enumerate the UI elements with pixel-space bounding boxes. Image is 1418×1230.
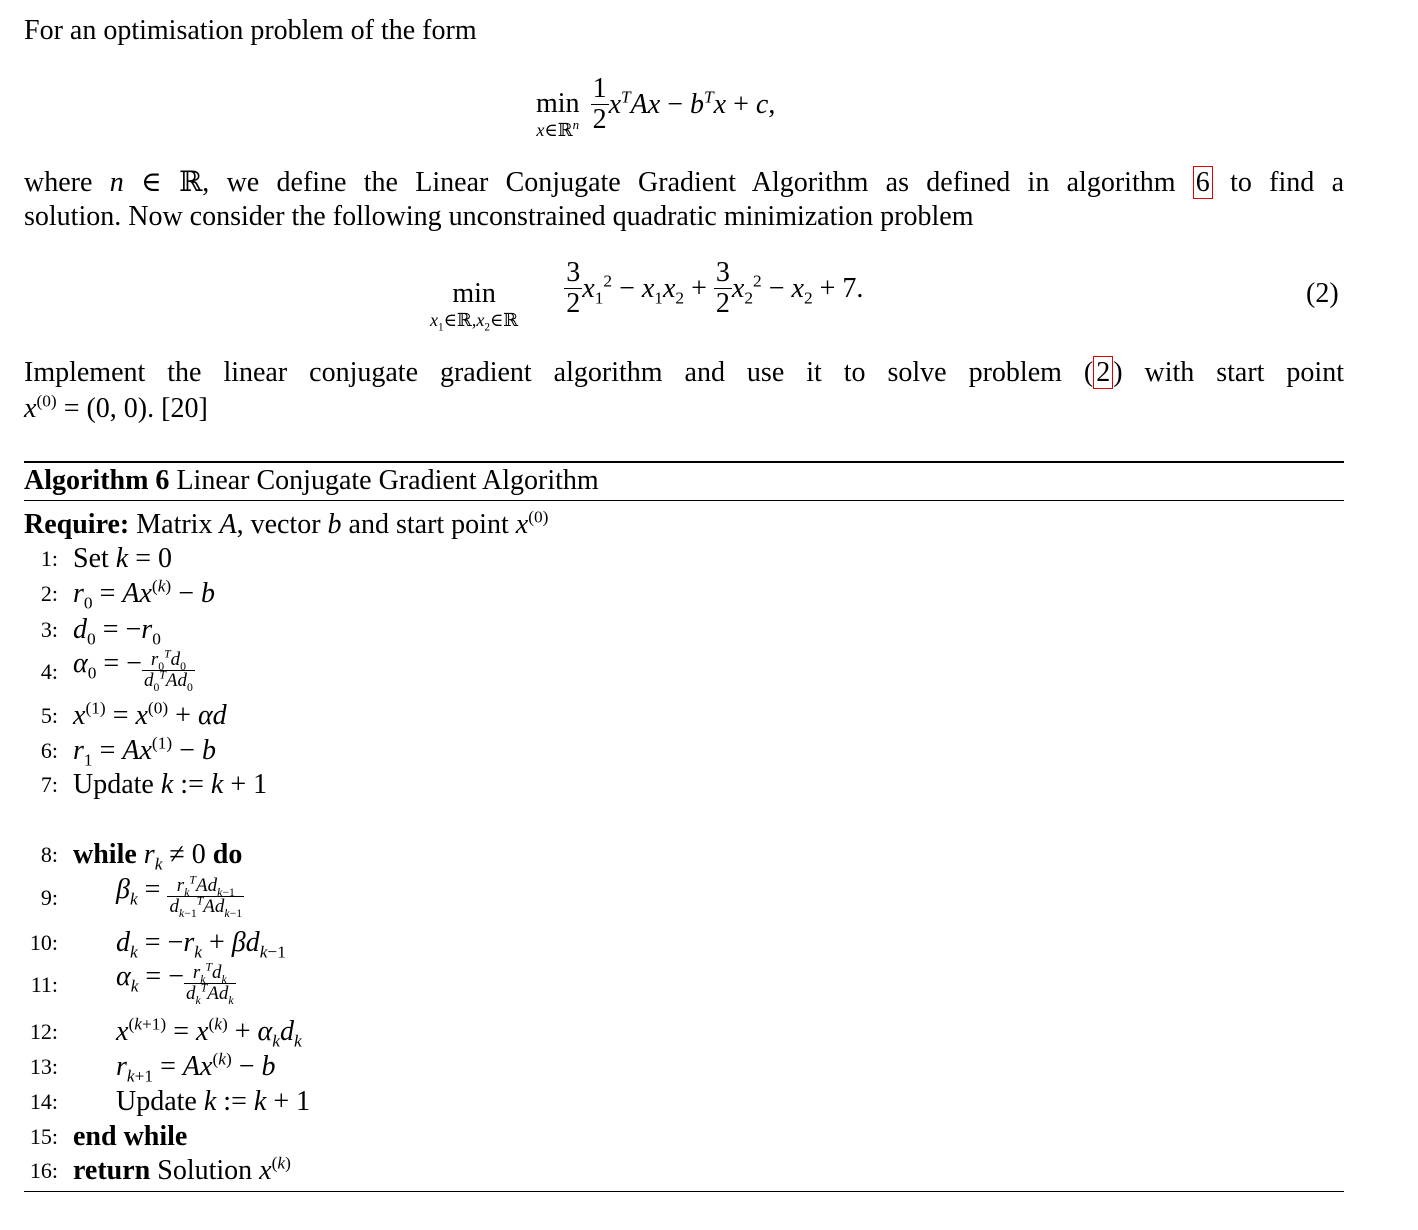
line-number: 7: bbox=[40, 772, 58, 797]
line-number: 9: bbox=[40, 885, 58, 910]
line-number: 1: bbox=[40, 546, 58, 571]
objective-general-equation bbox=[536, 74, 775, 140]
frac1-numerator: 3 bbox=[566, 257, 581, 288]
step-11: $\alpha_k$ = − $\frac{r_k^Td_k}{d_k^TAd_k}$ bbox=[116, 960, 234, 1007]
step-2: $r_0 = Ax^{(k)} - b$ bbox=[73, 576, 215, 613]
step-5: $x^{(1)} = x^{(0)} + \alpha d$ bbox=[73, 698, 227, 731]
half-numerator: 1 bbox=[592, 73, 607, 104]
frac1-denominator: 2 bbox=[566, 288, 581, 319]
min-operator: min bbox=[452, 278, 496, 309]
step-7: Update k := k + 1 bbox=[73, 769, 268, 800]
kw-do: do bbox=[212, 839, 243, 870]
where-paragraph-line2: solution. Now consider the following unconstrained quadratic minimization problem bbox=[24, 201, 974, 232]
where-paragraph-line1: where n ∈ ℝ, we define the Linear Conjugate Gradient Algorithm as defined in algorithm 6 to find a bbox=[24, 167, 1344, 198]
task-line2: $x^{(0)} = (0$, 0). [20] bbox=[24, 391, 208, 424]
algorithm-reference-link[interactable]: 6 bbox=[1193, 166, 1213, 199]
half-denominator: 2 bbox=[592, 104, 607, 135]
step-9: $\beta_k$ = $\frac{r_k^TAd_{k-1}}{d_{k-1}^TAd_{k-1}}$ bbox=[116, 873, 243, 920]
equation-reference-link[interactable]: 2 bbox=[1093, 356, 1113, 389]
algorithm-require: Require: Matrix A, vector b and start point $x^{(0)}$ bbox=[24, 507, 549, 540]
line-number: 14: bbox=[29, 1089, 58, 1114]
algorithm-bottom-rule bbox=[24, 1191, 1344, 1192]
algorithm-label: Algorithm 6 bbox=[24, 465, 170, 496]
line-number: 8: bbox=[40, 842, 58, 867]
step-4: $\alpha_0$ = − $\frac{r_0^Td_0}{d_0^TAd_0}$ bbox=[73, 647, 193, 694]
line-number: 11: bbox=[30, 972, 58, 997]
kw-update: Update bbox=[116, 1086, 197, 1117]
algorithm-caption bbox=[24, 464, 599, 498]
frac2-numerator: 3 bbox=[715, 257, 730, 288]
step-10: $d_k = -r_k + \beta d_{k-1}$ bbox=[116, 927, 286, 962]
algorithm-top-rule bbox=[24, 461, 1344, 463]
kw-end-while: end while bbox=[73, 1121, 188, 1152]
min-domain: $x_1\in ℝ,x_2\in ℝ$ bbox=[430, 310, 519, 334]
algorithm-caption-rule bbox=[24, 500, 1344, 501]
objective-terms: $x^TAx - b^Tx + c$, bbox=[608, 87, 776, 120]
step-8: while $r_k \ne 0$ do bbox=[73, 839, 243, 874]
problem-terms-tail: $x_2^2 - x_2 + 7$. bbox=[731, 271, 864, 308]
step-12: $x^{(k+1)} = x^{(k)} + \alpha_kd_k$ bbox=[116, 1014, 302, 1051]
algorithm-title: Linear Conjugate Gradient Algorithm bbox=[176, 465, 599, 496]
step-16: return Solution $x^{(k)}$ bbox=[73, 1153, 291, 1186]
line-number: 16: bbox=[29, 1158, 58, 1183]
step-6: $r_1 = Ax^{(1)} - b$ bbox=[73, 733, 216, 770]
line-number: 10: bbox=[29, 930, 58, 955]
step-15 bbox=[73, 1120, 187, 1154]
line-number: 5: bbox=[40, 703, 58, 728]
min-operator: min bbox=[536, 88, 580, 119]
step-3: $d_0 = -r_0$ bbox=[73, 614, 161, 649]
kw-set: Set bbox=[73, 543, 109, 574]
line-number: 3: bbox=[40, 617, 58, 642]
step-13: $r_{k+1} = Ax^{(k)} - b$ bbox=[116, 1049, 276, 1086]
intro-line: For an optimisation problem of the form bbox=[24, 15, 477, 46]
line-number: 6: bbox=[40, 738, 58, 763]
line-number: 4: bbox=[40, 659, 58, 684]
problem-terms: $x_1^2 - x_1x_2$ + bbox=[582, 271, 714, 308]
kw-solution: Solution bbox=[157, 1155, 253, 1186]
line-number: 15: bbox=[29, 1124, 58, 1149]
frac2-denominator: 2 bbox=[715, 288, 730, 319]
problem-equation bbox=[430, 257, 864, 334]
task-line1: Implement the linear conjugate gradient algorithm and use it to solve problem ( 2 ) with start point bbox=[24, 357, 1344, 388]
step-14: Update k := k + 1 bbox=[116, 1086, 311, 1117]
step-1: Set k = 0 bbox=[73, 543, 173, 574]
min-domain: x∈ℝ$^n$ bbox=[536, 117, 580, 140]
line-number: 2: bbox=[40, 581, 58, 606]
require-label: Require: bbox=[24, 509, 130, 540]
equation-number: (2) bbox=[1306, 278, 1339, 309]
kw-update: Update bbox=[73, 769, 154, 800]
line-number: 13: bbox=[29, 1054, 58, 1079]
kw-return: return bbox=[73, 1155, 151, 1186]
line-number: 12: bbox=[29, 1019, 58, 1044]
kw-while: while bbox=[73, 839, 137, 870]
